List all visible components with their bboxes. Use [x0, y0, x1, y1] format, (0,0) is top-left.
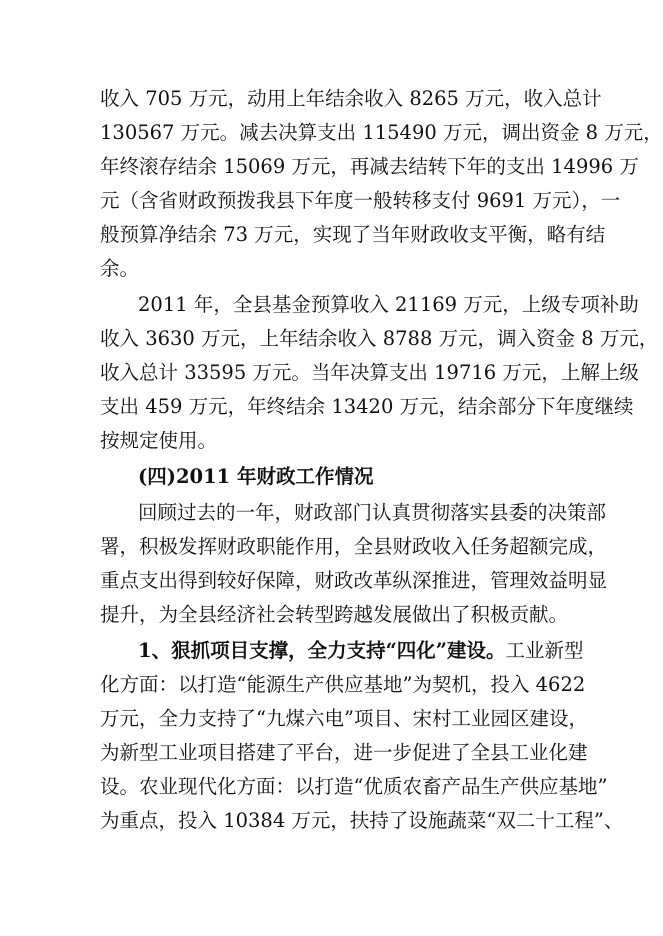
text-line: 万元，全力支持了“九煤六电”项目、宋村工业园区建设， [100, 707, 588, 730]
text-line: 署，积极发挥财政职能作用，全县财政收入任务超额完成， [100, 535, 608, 558]
text-line: 化方面：以打造“能源生产供应基地”为契机，投入 4622 [100, 673, 586, 696]
text-line: 支出 459 万元，年终结余 13420 万元，结余部分下年度继续 [100, 395, 634, 418]
text-line: 提升，为全县经济社会转型跨越发展做出了积极贡献。 [100, 603, 569, 626]
section-heading: (四)2011 年财政工作情况 [138, 465, 374, 488]
text-line: 年终滚存结余 15069 万元，再减去结转下年的支出 14996 万 [100, 155, 639, 178]
bold-lead: 1、狠抓项目支撑，全力支持“四化”建设。 [138, 639, 506, 662]
text-line: 收入 705 万元，动用上年结余收入 8265 万元，收入总计 [100, 87, 602, 110]
text-line: 2011 年，全县基金预算收入 21169 万元，上级专项补助 [138, 293, 639, 316]
text-line: 般预算净结余 73 万元，实现了当年财政收支平衡，略有结 [100, 223, 606, 246]
text-line: 元（含省财政预拨我县下年度一般转移支付 9691 万元），一 [100, 189, 621, 212]
text-line: 重点支出得到较好保障，财政改革纵深推进，管理效益明显 [100, 569, 608, 592]
text-line: 余。 [100, 257, 140, 280]
text-line: 回顾过去的一年，财政部门认真贯彻落实县委的决策部 [138, 501, 607, 524]
text-line: 按规定使用。 [100, 429, 218, 452]
text-line: 收入总计 33595 万元。当年决算支出 19716 万元，上解上级 [100, 361, 639, 384]
text-line: 130567 万元。减去决算支出 115490 万元，调出资金 8 万元， [100, 121, 663, 144]
text-line [138, 634, 584, 668]
text-line: 为重点，投入 10384 万元，扶持了设施蔬菜“双二十工程”、 [100, 809, 624, 832]
text-line: 收入 3630 万元，上年结余收入 8788 万元，调入资金 8 万元， [100, 327, 659, 350]
text-line: 为新型工业项目搭建了平台，进一步促进了全县工业化建 [100, 741, 588, 764]
text-line: 设。农业现代化方面：以打造“优质农畜产品生产供应基地” [100, 775, 608, 798]
text-span: 工业新型 [505, 639, 584, 662]
